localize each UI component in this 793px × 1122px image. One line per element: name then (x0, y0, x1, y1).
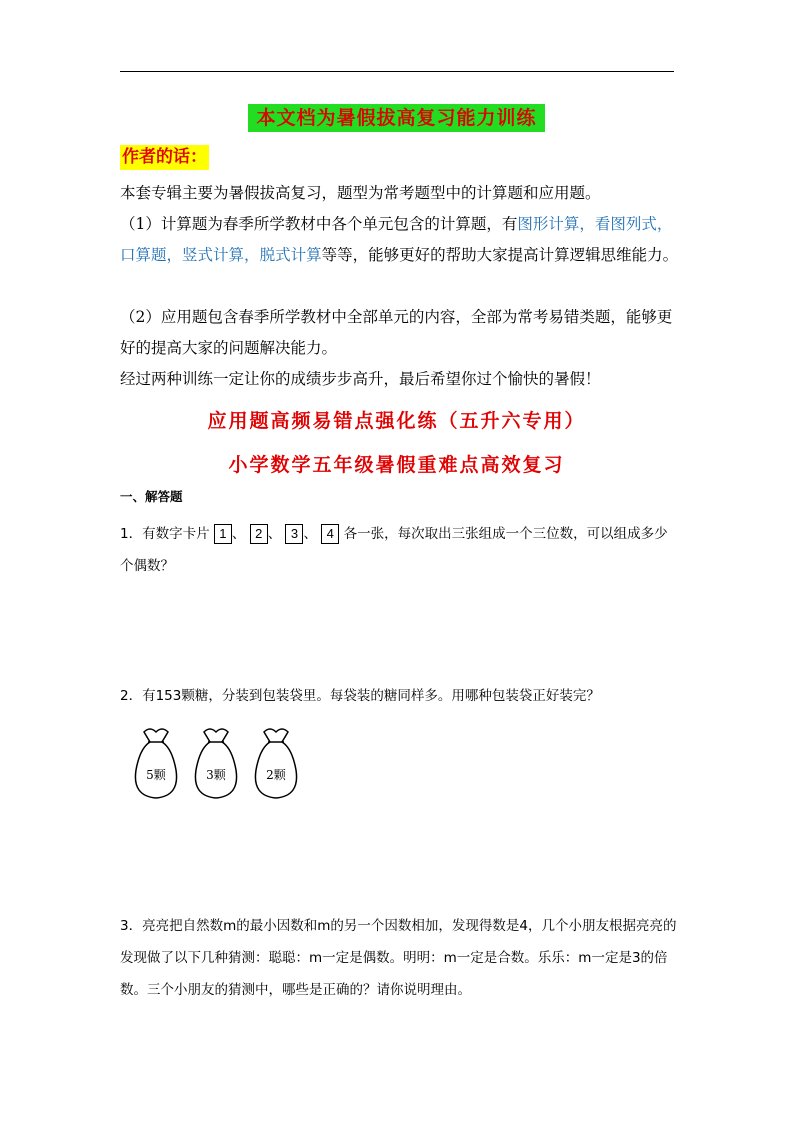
candy-bags-figure (128, 724, 308, 804)
topic-oral-calc: 口算题 (120, 246, 167, 264)
bag-label-3: 2颗 (266, 768, 286, 782)
section-heading: 一、解答题 (120, 489, 183, 504)
q1-sep: 、 (267, 526, 282, 542)
q1-prefix: 1．有数字卡片 (120, 526, 210, 542)
digit-card-3: 3 (285, 524, 303, 544)
banner-title: 本文档为暑假拔高复习能力训练 (248, 104, 545, 132)
bag-label-1: 5颗 (146, 768, 166, 782)
candy-bag-3 (195, 729, 236, 798)
topic-graphic-calc: 图形计算 (517, 215, 580, 233)
main-title: 应用题高频易错点强化练（五升六专用） (207, 410, 586, 432)
q1-sep: 、 (231, 526, 246, 542)
digit-card-2: 2 (250, 524, 268, 544)
sep: ， (166, 246, 183, 264)
question-2: 2．有153颗糖，分装到包装袋里。每袋装的糖同样多。用哪种包装袋正好装完？ (120, 688, 600, 704)
sep: ， (244, 246, 260, 264)
candy-bag-5 (135, 729, 176, 798)
intro-paragraph-4: 经过两种训练一定让你的成绩步步高升，最后希望你过个愉快的暑假！ (120, 370, 601, 388)
topic-stepwise-calc: 脱式计算 (259, 246, 322, 264)
q1-sep: 、 (303, 526, 317, 542)
digit-card-1: 1 (214, 524, 232, 544)
intro-paragraph-2 (120, 209, 680, 271)
candy-bag-2 (255, 729, 296, 798)
intro-paragraph-1: 本套专辑主要为暑假拔高复习，题型为常考题型中的计算题和应用题。 (120, 184, 601, 202)
header-rule (120, 71, 674, 72)
intro-paragraph-3: （2）应用题包含春季所学教材中全部单元的内容，全部为常考易错类题，能够更好的提高大家的问题解决能力。 (120, 308, 673, 357)
question-1 (120, 518, 680, 582)
bag-label-2: 3颗 (206, 768, 226, 782)
intro-p2-prefix: （1）计算题为春季所学教材中各个单元包含的计算题，有 (120, 215, 518, 233)
digit-card-4: 4 (321, 524, 339, 544)
question-3: 3．亮亮把自然数m的最小因数和m的另一个因数相加，发现得数是4，几个小朋友根据亮亮的发现做了以下几种猜测：聪聪：m一定是偶数。明明：m一定是合数。乐乐：m一定是3的倍数。三个小朋友的猜测中，哪些是正确的？请你说明理由。 (120, 918, 677, 998)
topic-vertical-calc: 竖式计算 (182, 246, 245, 264)
intro-p2-suffix: 等等，能够更好的帮助大家提高计算逻辑思维能力。 (321, 246, 679, 264)
sep: ， (579, 215, 595, 233)
sep: ， (656, 215, 673, 233)
q1-suffix: 各一张，每次取出三张组成一个三位数，可以组成多少个偶数？ (120, 526, 668, 574)
author-label: 作者的话： (120, 145, 209, 170)
topic-picture-equation: 看图列式 (594, 215, 657, 233)
sub-title: 小学数学五年级暑假重难点高效复习 (228, 454, 565, 476)
